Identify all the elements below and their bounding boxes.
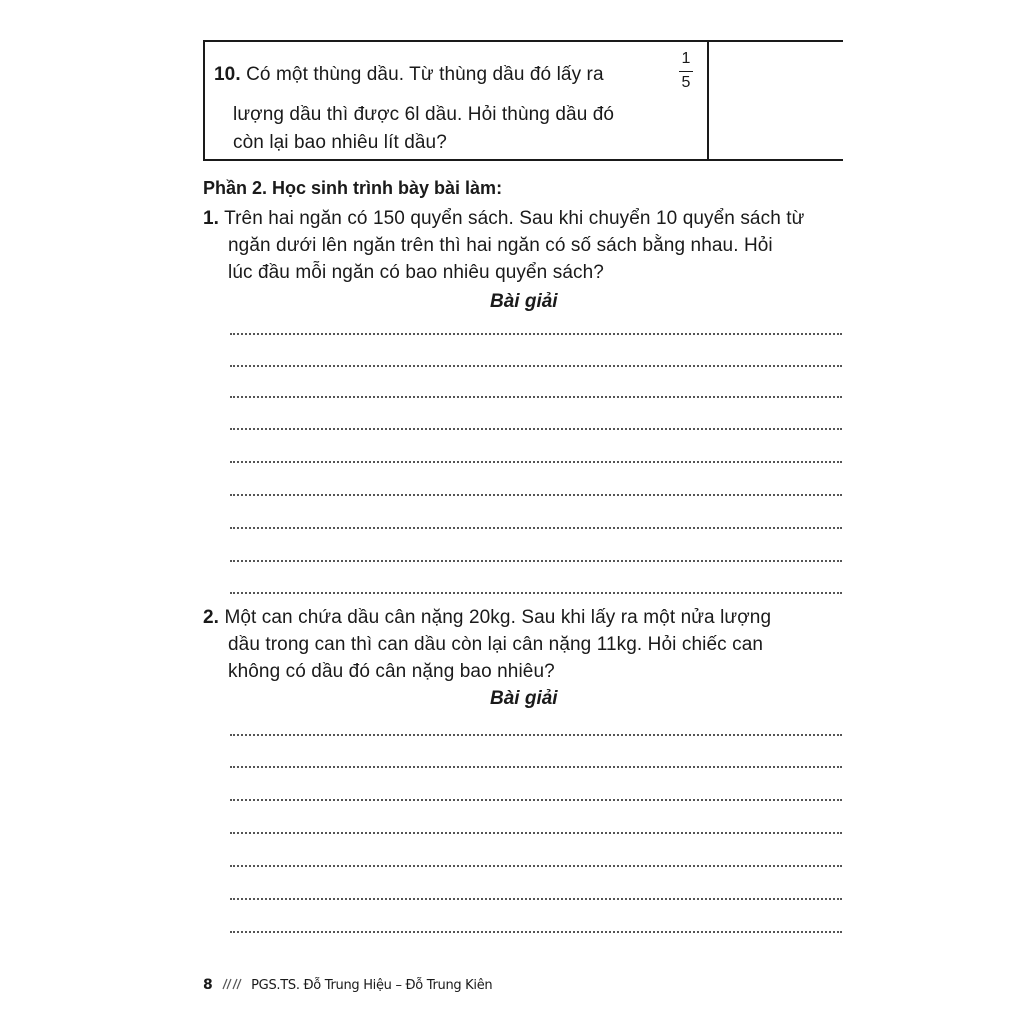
page-number: 8 (203, 977, 213, 993)
fraction-denominator: 5 (681, 74, 691, 91)
publisher-logo-icon (222, 978, 242, 990)
answer-line[interactable] (230, 734, 842, 736)
question-10-number: 10. (214, 64, 241, 85)
problem-2-line-1 (203, 607, 771, 629)
answer-column-divider (707, 42, 709, 159)
problem-2-line-3: không có dầu đó cân nặng bao nhiêu? (228, 661, 555, 682)
question-10-line-2: lượng dầu thì được 6l dầu. Hỏi thùng dầu đó (233, 104, 615, 125)
answer-line[interactable] (230, 799, 842, 801)
problem-1-solution-label: Bài giải (490, 291, 558, 312)
answer-line[interactable] (230, 365, 842, 367)
answer-line[interactable] (230, 931, 842, 933)
problem-2-solution-label: Bài giải (490, 688, 558, 709)
answer-line[interactable] (230, 461, 842, 463)
answer-line[interactable] (230, 560, 842, 562)
footer-authors: PGS.TS. Đỗ Trung Hiệu – Đỗ Trung Kiên (251, 978, 493, 993)
fraction-one-fifth (679, 50, 693, 92)
problem-2-number: 2. (203, 607, 220, 628)
page-footer (203, 977, 492, 993)
answer-line[interactable] (230, 766, 842, 768)
fraction-numerator: 1 (681, 50, 691, 67)
answer-line[interactable] (230, 396, 842, 398)
page-crop-margin (843, 0, 1024, 1024)
answer-line[interactable] (230, 333, 842, 335)
problem-1-line-3: lúc đầu mỗi ngăn có bao nhiêu quyển sách? (228, 262, 604, 283)
problem-1-line-1 (203, 208, 804, 230)
problem-1-text-1: Trên hai ngăn có 150 quyển sách. Sau khi chuyển 10 quyển sách từ (224, 208, 805, 229)
question-10-text-1: Có một thùng dầu. Từ thùng dầu đó lấy ra (246, 64, 604, 85)
problem-2-text-1: Một can chứa dầu cân nặng 20kg. Sau khi lấy ra một nửa lượng (224, 607, 772, 628)
problem-1-line-2: ngăn dưới lên ngăn trên thì hai ngăn có số sách bằng nhau. Hỏi (228, 235, 773, 256)
part-2-heading: Phần 2. Học sinh trình bày bài làm: (203, 178, 503, 198)
answer-line[interactable] (230, 527, 842, 529)
answer-line[interactable] (230, 592, 842, 594)
answer-line[interactable] (230, 832, 842, 834)
question-10-line-1 (214, 64, 604, 86)
answer-line[interactable] (230, 898, 842, 900)
answer-line[interactable] (230, 428, 842, 430)
answer-line[interactable] (230, 494, 842, 496)
answer-line[interactable] (230, 865, 842, 867)
problem-1-number: 1. (203, 208, 220, 229)
question-10-line-3: còn lại bao nhiêu lít dầu? (233, 132, 447, 153)
problem-2-line-2: dầu trong can thì can dầu còn lại cân nặng 11kg. Hỏi chiếc can (228, 634, 764, 655)
